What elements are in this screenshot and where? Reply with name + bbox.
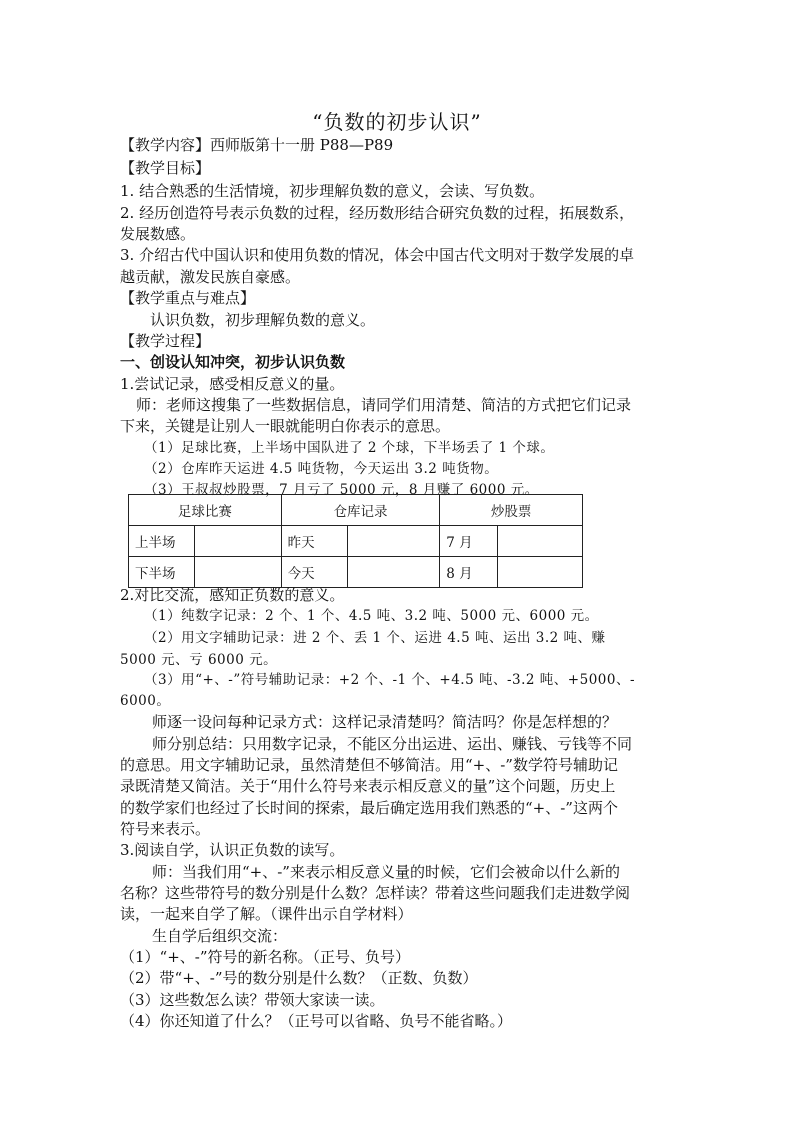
- document-title: “负数的初步认识”: [312, 110, 482, 134]
- teacher-intro-line-2: 下来，关键是让别人一眼就能明白你表示的意思。: [120, 417, 451, 435]
- table-empty-cell: [498, 557, 583, 588]
- table-header-row: [129, 495, 583, 526]
- table-empty-cell: [347, 526, 440, 557]
- goal-2-line-1: 2. 经历创造符号表示负数的过程，经历数形结合研究负数的过程，拓展数系，: [120, 204, 635, 222]
- goal-2-line-2: 发展数感。: [120, 225, 196, 243]
- table-row-label: 下半场: [129, 557, 195, 588]
- process-heading: 【教学过程】: [120, 332, 211, 350]
- table-empty-cell: [194, 526, 281, 557]
- table-row: [129, 557, 583, 588]
- summary-line-4: 的数学家们也经过了长时间的探索，最后确定选用我们熟悉的“+、-”这两个: [120, 799, 618, 817]
- table-row-label: 今天: [281, 557, 347, 588]
- table-row: [129, 526, 583, 557]
- question-4: （4）你还知道了什么？（正号可以省略、负号不能省略。）: [120, 1012, 513, 1030]
- teacher-intro-line-1: 师：老师这搜集了一些数据信息，请同学们用清楚、简洁的方式把它们记录: [136, 396, 632, 414]
- teacher-reading-line-1: 师：当我们用“+、-”来表示相反意义量的时候，它们会被命以什么新的: [152, 863, 620, 881]
- goal-3-line-2: 越贡献，激发民族自豪感。: [120, 268, 301, 286]
- teacher-question: 师逐一设问每种记录方式：这样记录清楚吗？简洁吗？你是怎样想的？: [152, 713, 618, 731]
- teacher-reading-line-3: 读，一起来自学了解。（课件出示自学材料）: [120, 905, 413, 923]
- table-row-label: 8 月: [440, 557, 498, 588]
- table-empty-cell: [498, 526, 583, 557]
- example-2: （2）仓库昨天运进 4.5 吨货物，今天运出 3.2 吨货物。: [144, 461, 499, 477]
- self-study-line: 生自学后组织交流：: [152, 927, 288, 945]
- question-2: （2）带“+、-”号的数分别是什么数？（正数、负数）: [120, 969, 478, 987]
- record-method-2-line-2: 5000 元、亏 6000 元。: [120, 652, 278, 668]
- section-1-heading: 一、创设认知冲突，初步认识负数: [120, 353, 346, 371]
- step-2-heading: 2.对比交流，感知正负数的意义。: [120, 586, 345, 604]
- goals-heading: 【教学目标】: [120, 159, 211, 177]
- teacher-reading-line-2: 名称？这些带符号的数分别是什么数？怎样读？带着这些问题我们走进数学阅: [120, 884, 631, 902]
- example-1: （1）足球比赛，上半场中国队进了 2 个球，下半场丢了 1 个球。: [144, 440, 555, 456]
- table-header-cell: 炒股票: [440, 495, 583, 526]
- record-table: [128, 494, 583, 588]
- goal-3-line-1: 3. 介绍古代中国认识和使用负数的情况，体会中国古代文明对于数学发展的卓: [120, 246, 635, 264]
- step-1-heading: 1.尝试记录，感受相反意义的量。: [120, 375, 345, 393]
- record-method-3-line-2: 6000。: [120, 693, 171, 709]
- teaching-content-line: 【教学内容】西师版第十一册 P88—P89: [120, 136, 394, 154]
- table-row-label: 昨天: [281, 526, 347, 557]
- summary-line-2: 的意思。用文字辅助记录，虽然清楚但不够简洁。用“+、-”数学符号辅助记: [120, 756, 618, 774]
- summary-line-3: 录既清楚又简洁。关于“用什么符号来表示相反意义的量”这个问题，历史上: [120, 777, 616, 795]
- question-1: （1）“+、-”符号的新名称。（正号、负号）: [120, 948, 411, 966]
- table-empty-cell: [347, 557, 440, 588]
- example-3: （3）王叔叔炒股票，7 月亏了 5000 元，8 月赚了 6000 元。: [144, 482, 539, 498]
- summary-line-1: 师分别总结：只用数字记录，不能区分出运进、运出、赚钱、亏钱等不同: [152, 735, 633, 753]
- table-row-label: 上半场: [129, 526, 195, 557]
- table-header-cell: 足球比赛: [129, 495, 282, 526]
- goal-1: 1. 结合熟悉的生活情境，初步理解负数的意义，会读、写负数。: [120, 182, 545, 200]
- step-3-heading: 3.阅读自学，认识正负数的读写。: [120, 841, 345, 859]
- question-3: （3）这些数怎么读？带领大家读一读。: [120, 991, 385, 1009]
- record-method-1: （1）纯数字记录：2 个、1 个、4.5 吨、3.2 吨、5000 元、6000 元。: [144, 608, 599, 624]
- table-row-label: 7 月: [440, 526, 498, 557]
- record-method-3-line-1: （3）用“+、-”符号辅助记录：+2 个、-1 个、+4.5 吨、-3.2 吨、+5000、-: [144, 672, 636, 688]
- summary-line-5: 符号来表示。: [120, 820, 211, 838]
- table-empty-cell: [194, 557, 281, 588]
- keypoints-heading: 【教学重点与难点】: [120, 289, 256, 307]
- record-method-2-line-1: （2）用文字辅助记录：进 2 个、丢 1 个、运进 4.5 吨、运出 3.2 吨、赚: [144, 630, 606, 646]
- table-header-cell: 仓库记录: [281, 495, 440, 526]
- keypoints-text: 认识负数，初步理解负数的意义。: [150, 311, 376, 329]
